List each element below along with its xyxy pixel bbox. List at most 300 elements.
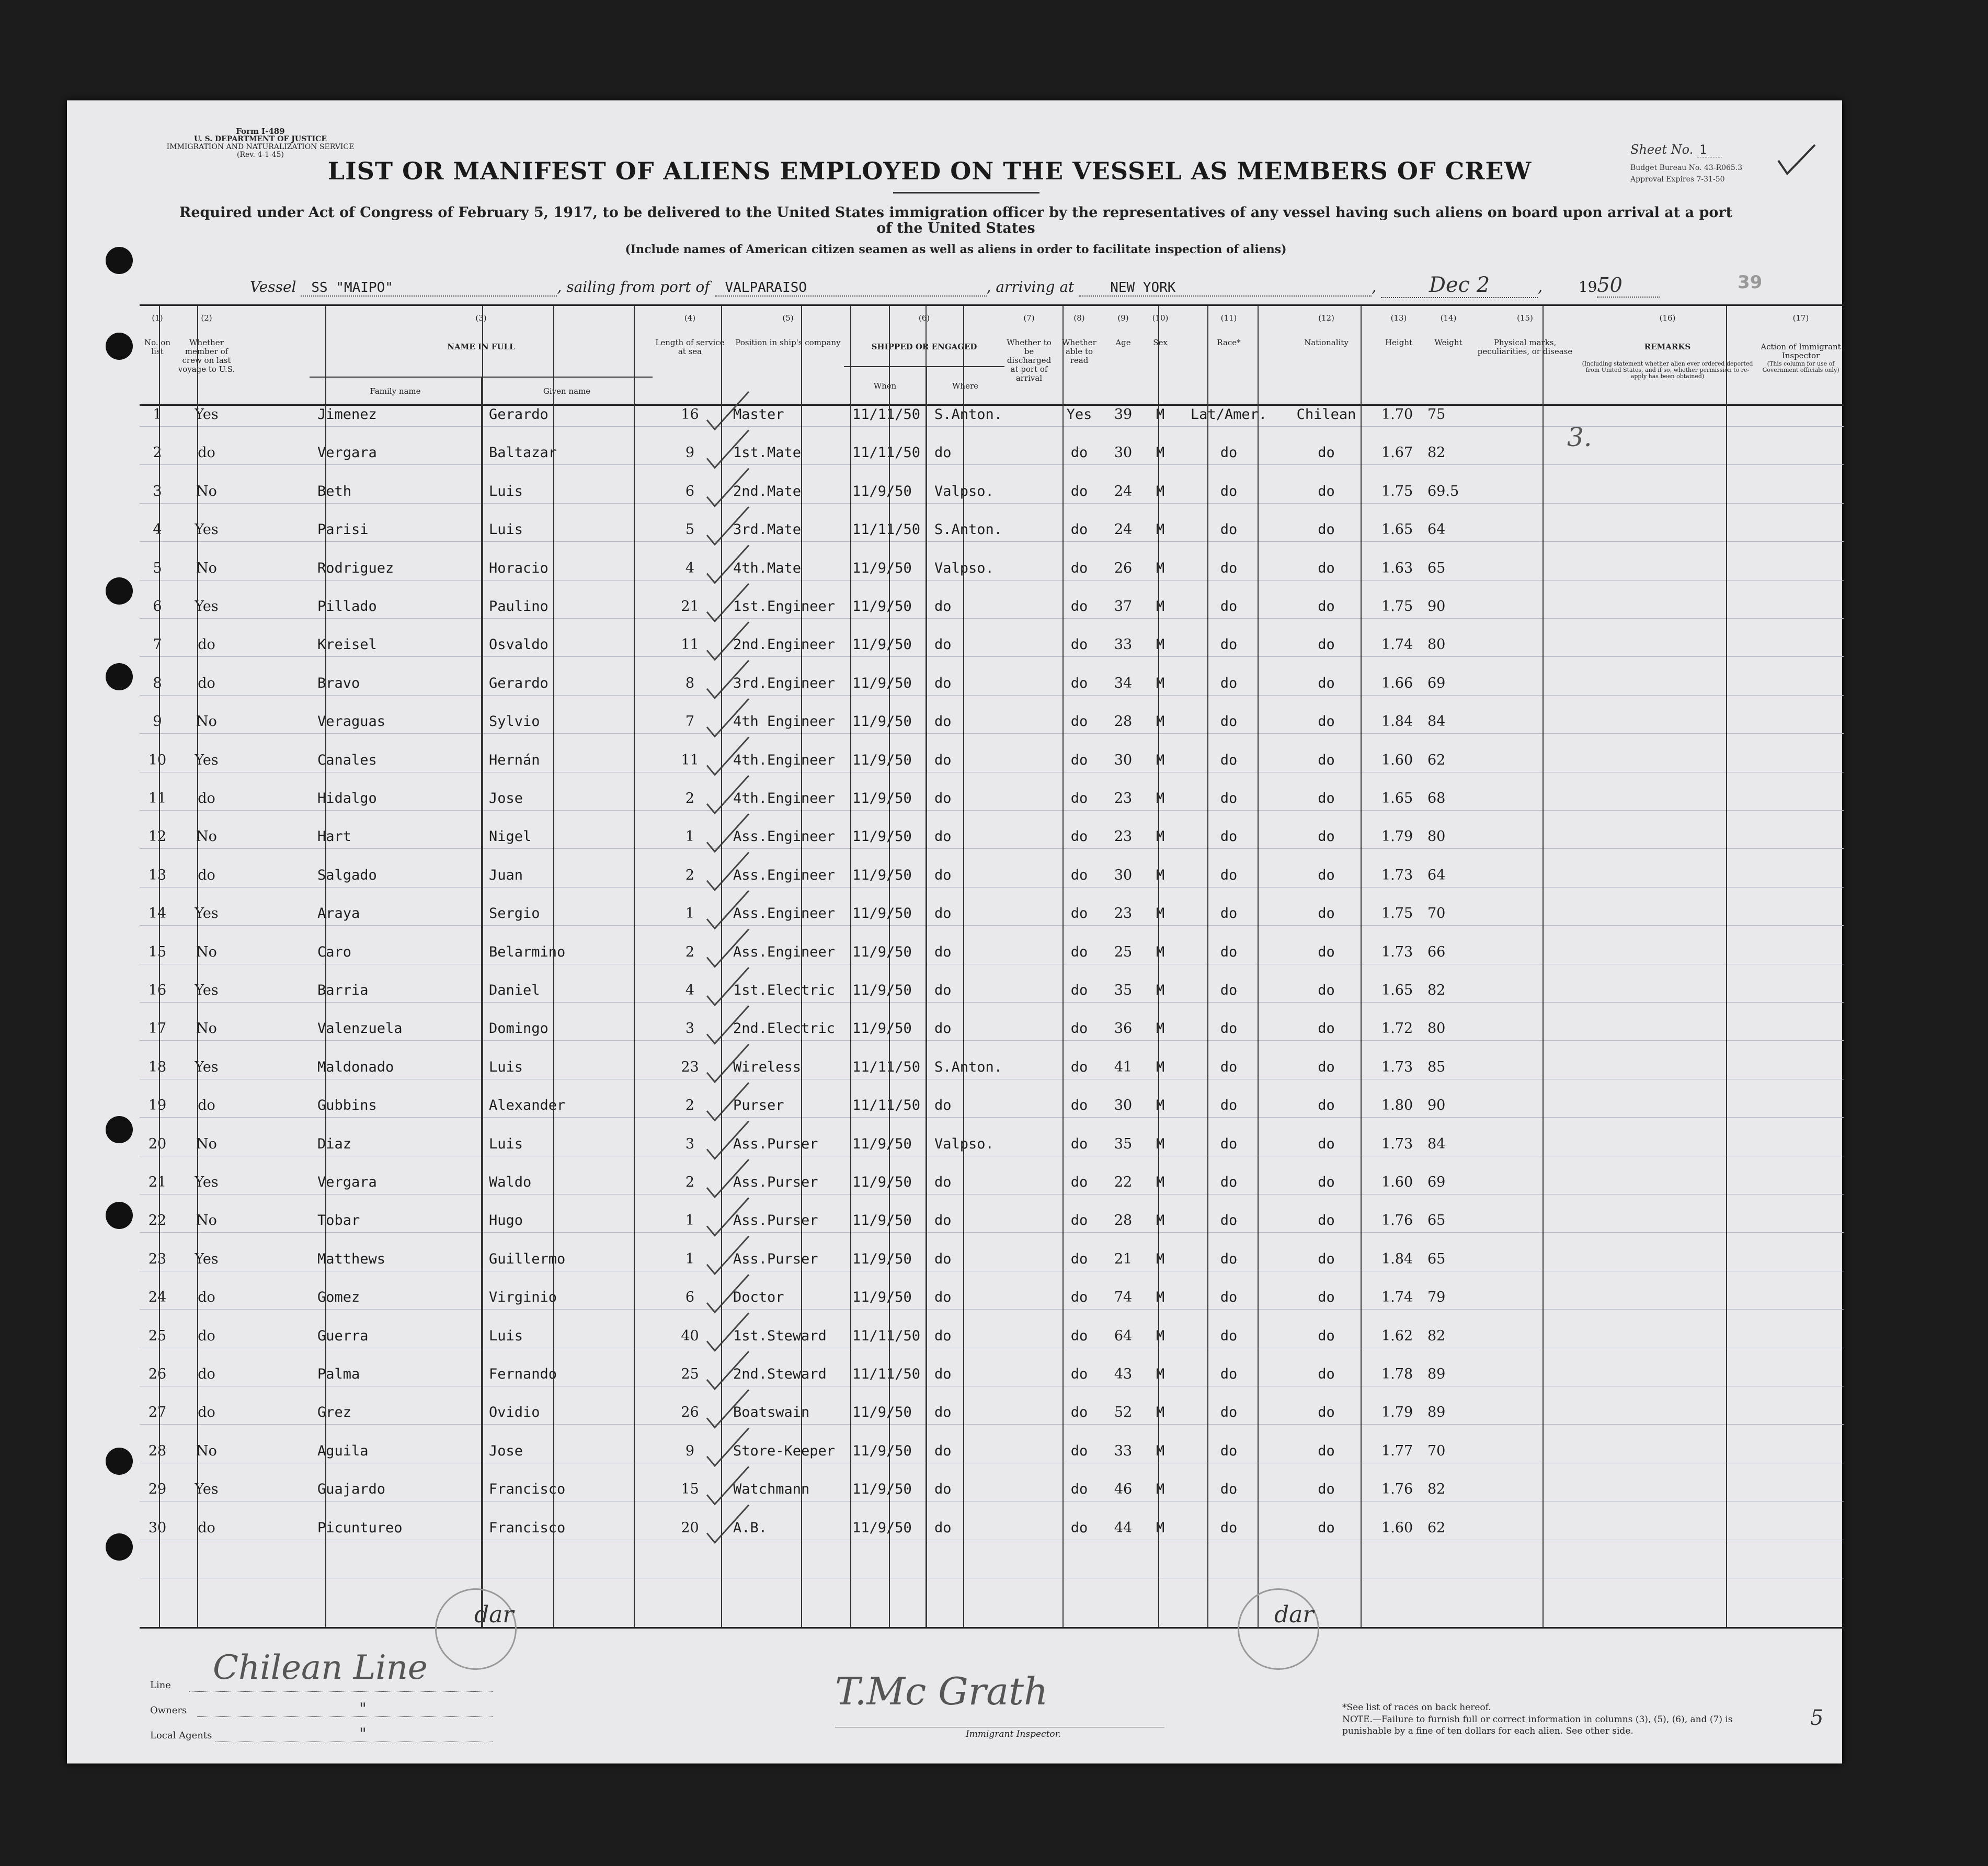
vessel-name: SS "MAIPO": [301, 280, 557, 297]
cell-family: Salgado: [317, 867, 377, 883]
cell-last: do: [198, 790, 215, 806]
punch-hole: [106, 663, 133, 690]
cell-race: do: [1220, 1289, 1238, 1306]
cell-sex: M: [1156, 1020, 1165, 1037]
cell-height: 1.73: [1381, 943, 1413, 960]
cell-nat: do: [1318, 1289, 1335, 1306]
cell-race: do: [1220, 1519, 1238, 1536]
cell-height: 1.79: [1381, 828, 1413, 845]
tick-mark: [707, 1044, 749, 1082]
cell-len: 3: [685, 1020, 695, 1037]
cell-len: 2: [685, 943, 695, 960]
cell-race: do: [1220, 752, 1238, 768]
cell-nat: do: [1318, 790, 1335, 806]
cell-nat: do: [1318, 1366, 1335, 1382]
cell-nat: do: [1318, 1097, 1335, 1114]
cell-when: 11/9/50: [852, 1212, 912, 1229]
page-title: LIST OR MANIFEST OF ALIENS EMPLOYED ON THE VESSEL AS MEMBERS OF CREW: [327, 157, 1532, 185]
cell-pos: Ass.Purser: [733, 1250, 818, 1267]
tick-mark: [707, 545, 749, 583]
cell-race: do: [1220, 1366, 1238, 1382]
tick-mark: [707, 1121, 749, 1159]
owners-value: ": [359, 1700, 367, 1718]
cell-when: 11/11/50: [852, 1097, 921, 1114]
cell-sex: M: [1156, 1519, 1165, 1536]
cell-family: Beth: [317, 483, 352, 499]
cell-pos: Master: [733, 406, 784, 423]
cell-age: 28: [1114, 713, 1133, 730]
cell-given: Hernán: [489, 752, 540, 768]
cell-when: 11/9/50: [852, 1442, 912, 1459]
cell-race: do: [1220, 675, 1238, 691]
tick-mark: [707, 1236, 749, 1274]
cell-given: Guillermo: [489, 1250, 566, 1267]
budget-block: [1630, 162, 1742, 185]
cell-height: 1.75: [1381, 905, 1413, 922]
cell-len: 6: [685, 1289, 695, 1306]
column-divider: [634, 306, 635, 1627]
budget-bureau: Budget Bureau No. 43-R065.3: [1630, 164, 1743, 172]
cell-age: 30: [1114, 867, 1133, 883]
tick-mark: [707, 1351, 749, 1389]
cell-height: 1.77: [1381, 1442, 1413, 1459]
cell-len: 9: [685, 1442, 695, 1459]
cell-race: do: [1220, 445, 1238, 461]
cell-no: 7: [153, 636, 162, 653]
cell-age: 35: [1114, 1135, 1133, 1152]
cell-weight: 69.5: [1427, 483, 1459, 499]
cell-where: do: [934, 905, 952, 922]
cell-weight: 65: [1427, 1250, 1446, 1267]
column-header: (10): [1152, 313, 1169, 323]
cell-where: do: [934, 867, 952, 883]
cell-nat: do: [1318, 1519, 1335, 1536]
cell-family: Valenzuela: [317, 1020, 403, 1037]
cell-no: 11: [148, 790, 167, 806]
sheet-value: 1: [1697, 142, 1722, 157]
cell-height: 1.72: [1381, 1020, 1413, 1037]
cell-race: do: [1220, 1135, 1238, 1152]
cell-weight: 82: [1427, 982, 1446, 998]
column-header: (6): [918, 313, 930, 323]
cell-age: 52: [1114, 1404, 1133, 1421]
column-header: (4): [684, 313, 696, 323]
cell-no: 10: [148, 752, 167, 768]
cell-height: 1.80: [1381, 1097, 1413, 1114]
cell-len: 2: [685, 790, 695, 806]
cell-given: Osvaldo: [489, 636, 549, 653]
cell-given: Francisco: [489, 1519, 566, 1536]
line-value: Chilean Line: [213, 1648, 428, 1687]
column-header: No. on list: [144, 338, 171, 356]
cell-given: Francisco: [489, 1481, 566, 1498]
line-label: Line: [150, 1680, 171, 1691]
agents-value: ": [359, 1725, 367, 1743]
cell-sex: M: [1156, 483, 1165, 499]
cell-nat: do: [1318, 982, 1335, 998]
column-header: (8): [1073, 313, 1085, 323]
cell-no: 26: [148, 1366, 167, 1382]
cell-last: do: [198, 1519, 215, 1536]
cell-race: do: [1220, 1174, 1238, 1190]
cell-pos: 3rd.Mate: [733, 521, 802, 538]
cell-where: do: [934, 828, 952, 845]
cell-read: do: [1070, 713, 1088, 730]
column-divider: [481, 377, 482, 1627]
cell-weight: 70: [1427, 1442, 1446, 1459]
cell-given: Horacio: [489, 560, 549, 576]
column-divider: [482, 306, 483, 1627]
cell-age: 24: [1114, 521, 1133, 538]
cell-no: 29: [148, 1481, 167, 1498]
tick-mark: [707, 507, 749, 544]
cell-weight: 80: [1427, 636, 1446, 653]
column-header: (9): [1117, 313, 1129, 323]
cell-last: No: [196, 560, 217, 576]
cell-age: 37: [1114, 598, 1133, 615]
arrival-year: 50: [1597, 274, 1660, 298]
cell-where: do: [934, 1289, 952, 1306]
cell-len: 11: [681, 636, 699, 653]
cell-pos: 4th.Engineer: [733, 790, 836, 806]
cell-family: Maldonado: [317, 1059, 394, 1075]
year-prefix: 19: [1578, 278, 1597, 295]
cell-nat: do: [1318, 1020, 1335, 1037]
cell-family: Canales: [317, 752, 377, 768]
cell-given: Juan: [489, 867, 523, 883]
column-divider: [889, 306, 890, 1627]
cell-no: 19: [148, 1097, 167, 1114]
cell-race: do: [1220, 1481, 1238, 1498]
tick-mark: [707, 661, 749, 698]
tick-mark: [707, 1313, 749, 1351]
cell-last: Yes: [195, 1174, 219, 1190]
cell-weight: 64: [1427, 521, 1446, 538]
column-divider: [197, 306, 198, 1627]
cell-age: 44: [1114, 1519, 1133, 1536]
vessel-line: Vessel SS "MAIPO" , sailing from port of VALPARAISO , arriving at NEW YORK , Dec 2 , 1950: [250, 273, 1766, 298]
cell-nat: do: [1318, 560, 1335, 576]
sheet-label: Sheet No.: [1630, 142, 1694, 157]
cell-last: No: [196, 943, 217, 960]
cell-given: Jose: [489, 790, 523, 806]
cell-given: Sergio: [489, 905, 540, 922]
cell-family: Gubbins: [317, 1097, 377, 1114]
cell-where: do: [934, 1174, 952, 1190]
cell-given: Luis: [489, 1327, 523, 1344]
column-header: Given name: [543, 386, 591, 396]
tick-marks: [140, 306, 1844, 1627]
cell-race: do: [1220, 982, 1238, 998]
cell-no: 22: [148, 1212, 167, 1229]
cell-weight: 69: [1427, 675, 1446, 691]
column-header: Family name: [370, 386, 421, 396]
cell-given: Ovidio: [489, 1404, 540, 1421]
cell-age: 43: [1114, 1366, 1133, 1382]
crew-table: [140, 304, 1844, 1629]
tick-mark: [707, 852, 749, 890]
include-note: (Include names of American citizen seamen as well as aliens in order to facilitate inspection of aliens): [625, 243, 1287, 256]
cell-height: 1.75: [1381, 483, 1413, 499]
cell-no: 30: [148, 1519, 167, 1536]
column-divider: [801, 306, 802, 1627]
cell-pos: Ass.Engineer: [733, 828, 836, 845]
cell-len: 2: [685, 1097, 695, 1114]
cell-last: Yes: [195, 406, 219, 423]
cell-height: 1.76: [1381, 1212, 1413, 1229]
cell-when: 11/9/50: [852, 1250, 912, 1267]
cell-race: Lat/Amer.: [1190, 406, 1267, 423]
cell-last: Yes: [195, 752, 219, 768]
cell-read: do: [1070, 675, 1088, 691]
cell-weight: 65: [1427, 1212, 1446, 1229]
tick-mark: [707, 929, 749, 967]
cell-height: 1.73: [1381, 867, 1413, 883]
cell-last: No: [196, 1442, 217, 1459]
cell-nat: do: [1318, 1404, 1335, 1421]
cell-where: do: [934, 598, 952, 615]
cell-weight: 80: [1427, 828, 1446, 845]
column-header: (5): [782, 313, 794, 323]
cell-where: do: [934, 943, 952, 960]
cell-height: 1.74: [1381, 636, 1413, 653]
cell-when: 11/9/50: [852, 1519, 912, 1536]
tick-mark: [707, 1466, 749, 1504]
tick-mark: [707, 891, 749, 928]
cell-last: Yes: [195, 1250, 219, 1267]
column-divider: [1158, 306, 1159, 1627]
cell-sex: M: [1156, 1404, 1165, 1421]
cell-last: do: [198, 636, 215, 653]
cell-sex: M: [1156, 1212, 1165, 1229]
cell-no: 20: [148, 1135, 167, 1152]
cell-read: do: [1070, 1212, 1088, 1229]
cell-no: 18: [148, 1059, 167, 1075]
cell-family: Hart: [317, 828, 352, 845]
cell-read: do: [1070, 1059, 1088, 1075]
manifest-sheet: [67, 100, 1842, 1763]
cell-family: Jimenez: [317, 406, 377, 423]
punch-hole: [106, 1533, 133, 1561]
column-divider: [159, 306, 160, 1627]
column-divider: [850, 306, 851, 1627]
cell-len: 2: [685, 867, 695, 883]
cell-family: Grez: [317, 1404, 352, 1421]
cell-age: 23: [1114, 790, 1133, 806]
tick-mark: [707, 1428, 749, 1466]
cell-race: do: [1220, 560, 1238, 576]
cell-when: 11/9/50: [852, 1135, 912, 1152]
cell-len: 15: [681, 1481, 699, 1498]
cell-race: do: [1220, 867, 1238, 883]
cell-last: do: [198, 445, 215, 461]
cell-where: do: [934, 636, 952, 653]
cell-sex: M: [1156, 713, 1165, 730]
cell-family: Vergara: [317, 445, 377, 461]
cell-last: Yes: [195, 521, 219, 538]
column-header: Weight: [1434, 338, 1463, 347]
cell-family: Vergara: [317, 1174, 377, 1190]
stamp-seal: [1238, 1588, 1319, 1670]
cell-weight: 82: [1427, 1481, 1446, 1498]
cell-sex: M: [1156, 1481, 1165, 1498]
cell-len: 9: [685, 445, 695, 461]
cell-pos: A.B.: [733, 1519, 768, 1536]
column-divider: [1258, 306, 1259, 1627]
cell-read: do: [1070, 483, 1088, 499]
cell-pos: 2nd.Engineer: [733, 636, 836, 653]
cell-sex: M: [1156, 867, 1165, 883]
cell-weight: 62: [1427, 752, 1446, 768]
cell-no: 28: [148, 1442, 167, 1459]
cell-where: do: [934, 1404, 952, 1421]
agents-label: Local Agents: [150, 1730, 212, 1741]
column-header: (17): [1792, 313, 1809, 323]
cell-where: do: [934, 1519, 952, 1536]
cell-given: Luis: [489, 521, 523, 538]
cell-sex: M: [1156, 1366, 1165, 1382]
cell-last: do: [198, 1404, 215, 1421]
cell-nat: do: [1318, 752, 1335, 768]
cell-family: Palma: [317, 1366, 360, 1382]
cell-height: 1.79: [1381, 1404, 1413, 1421]
cell-when: 11/11/50: [852, 1327, 921, 1344]
cell-race: do: [1220, 1250, 1238, 1267]
column-header: Race*: [1217, 338, 1241, 347]
cell-age: 33: [1114, 636, 1133, 653]
cell-len: 16: [681, 406, 699, 423]
cell-read: do: [1070, 445, 1088, 461]
cell-height: 1.76: [1381, 1481, 1413, 1498]
cell-when: 11/9/50: [852, 1481, 912, 1498]
arriving-label: arriving at: [996, 278, 1075, 295]
tick-mark: [707, 814, 749, 851]
inspector-label: Immigrant Inspector.: [966, 1729, 1061, 1739]
cell-len: 4: [685, 982, 695, 998]
cell-when: 11/9/50: [852, 713, 912, 730]
sailing-label: sailing from port of: [566, 278, 710, 295]
cell-race: do: [1220, 828, 1238, 845]
cell-family: Bravo: [317, 675, 360, 691]
cell-read: do: [1070, 828, 1088, 845]
cell-nat: do: [1318, 675, 1335, 691]
cell-pos: 1st.Engineer: [733, 598, 836, 615]
cell-height: 1.73: [1381, 1059, 1413, 1075]
cell-given: Nigel: [489, 828, 532, 845]
cell-last: do: [198, 1289, 215, 1306]
column-header: (12): [1318, 313, 1334, 323]
tick-mark: [707, 1390, 749, 1427]
cell-pos: 2nd.Mate: [733, 483, 802, 499]
cell-where: do: [934, 790, 952, 806]
check-mark-icon: [1776, 142, 1818, 179]
cell-given: Virginio: [489, 1289, 557, 1306]
cell-age: 23: [1114, 905, 1133, 922]
cell-where: do: [934, 675, 952, 691]
cell-family: Araya: [317, 905, 360, 922]
cell-nat: do: [1318, 867, 1335, 883]
page-mark: 39: [1738, 272, 1763, 293]
cell-no: 8: [153, 675, 162, 691]
column-header: (16): [1659, 313, 1676, 323]
cell-race: do: [1220, 1059, 1238, 1075]
column-header: Height: [1385, 338, 1413, 347]
cell-when: 11/9/50: [852, 1174, 912, 1190]
cell-last: No: [196, 483, 217, 499]
cell-given: Luis: [489, 483, 523, 499]
cell-nat: do: [1318, 1481, 1335, 1498]
cell-age: 23: [1114, 828, 1133, 845]
cell-nat: do: [1318, 1212, 1335, 1229]
cell-sex: M: [1156, 445, 1165, 461]
cell-read: do: [1070, 905, 1088, 922]
cell-no: 17: [148, 1020, 167, 1037]
cell-race: do: [1220, 905, 1238, 922]
cell-no: 25: [148, 1327, 167, 1344]
cell-where: do: [934, 713, 952, 730]
vessel-label: Vessel: [250, 278, 296, 295]
cell-len: 1: [685, 1212, 695, 1229]
cell-given: Fernando: [489, 1366, 557, 1382]
cell-read: do: [1070, 636, 1088, 653]
punch-hole: [106, 1202, 133, 1229]
cell-when: 11/9/50: [852, 483, 912, 499]
cell-read: do: [1070, 1020, 1088, 1037]
cell-last: do: [198, 1327, 215, 1344]
tick-mark: [707, 469, 749, 506]
cell-weight: 90: [1427, 598, 1446, 615]
column-header: (13): [1390, 313, 1407, 323]
column-header: Where: [952, 381, 978, 391]
cell-given: Luis: [489, 1059, 523, 1075]
column-divider: [1543, 306, 1544, 1627]
column-header: Age: [1115, 338, 1131, 347]
column-header: (1): [152, 313, 163, 323]
cell-len: 20: [681, 1519, 699, 1536]
column-header: (2): [201, 313, 212, 323]
cell-last: do: [198, 867, 215, 883]
tick-mark: [707, 392, 749, 429]
cell-sex: M: [1156, 1442, 1165, 1459]
cell-weight: 85: [1427, 1059, 1446, 1075]
cell-when: 11/11/50: [852, 1366, 921, 1382]
punch-hole: [106, 577, 133, 605]
cell-age: 21: [1114, 1250, 1133, 1267]
tick-mark: [707, 584, 749, 621]
tick-mark: [707, 968, 749, 1005]
cell-when: 11/11/50: [852, 1059, 921, 1075]
cell-age: 22: [1114, 1174, 1133, 1190]
cell-given: Paulino: [489, 598, 549, 615]
cell-given: Gerardo: [489, 675, 549, 691]
cell-len: 6: [685, 483, 695, 499]
column-header: When: [873, 381, 897, 391]
cell-read: do: [1070, 1097, 1088, 1114]
form-line: IMMIGRATION AND NATURALIZATION SERVICE: [166, 143, 355, 151]
cell-nat: do: [1318, 636, 1335, 653]
cell-read: do: [1070, 1289, 1088, 1306]
cell-height: 1.84: [1381, 713, 1413, 730]
cell-age: 64: [1114, 1327, 1133, 1344]
cell-len: 5: [685, 521, 695, 538]
cell-where: Valpso.: [934, 560, 994, 576]
cell-no: 16: [148, 982, 167, 998]
cell-sex: M: [1156, 1327, 1165, 1344]
column-header: Whether member of crew on last voyage to U.S.: [178, 338, 235, 374]
tick-mark: [707, 1083, 749, 1120]
cell-race: do: [1220, 1327, 1238, 1344]
cell-where: do: [934, 1097, 952, 1114]
